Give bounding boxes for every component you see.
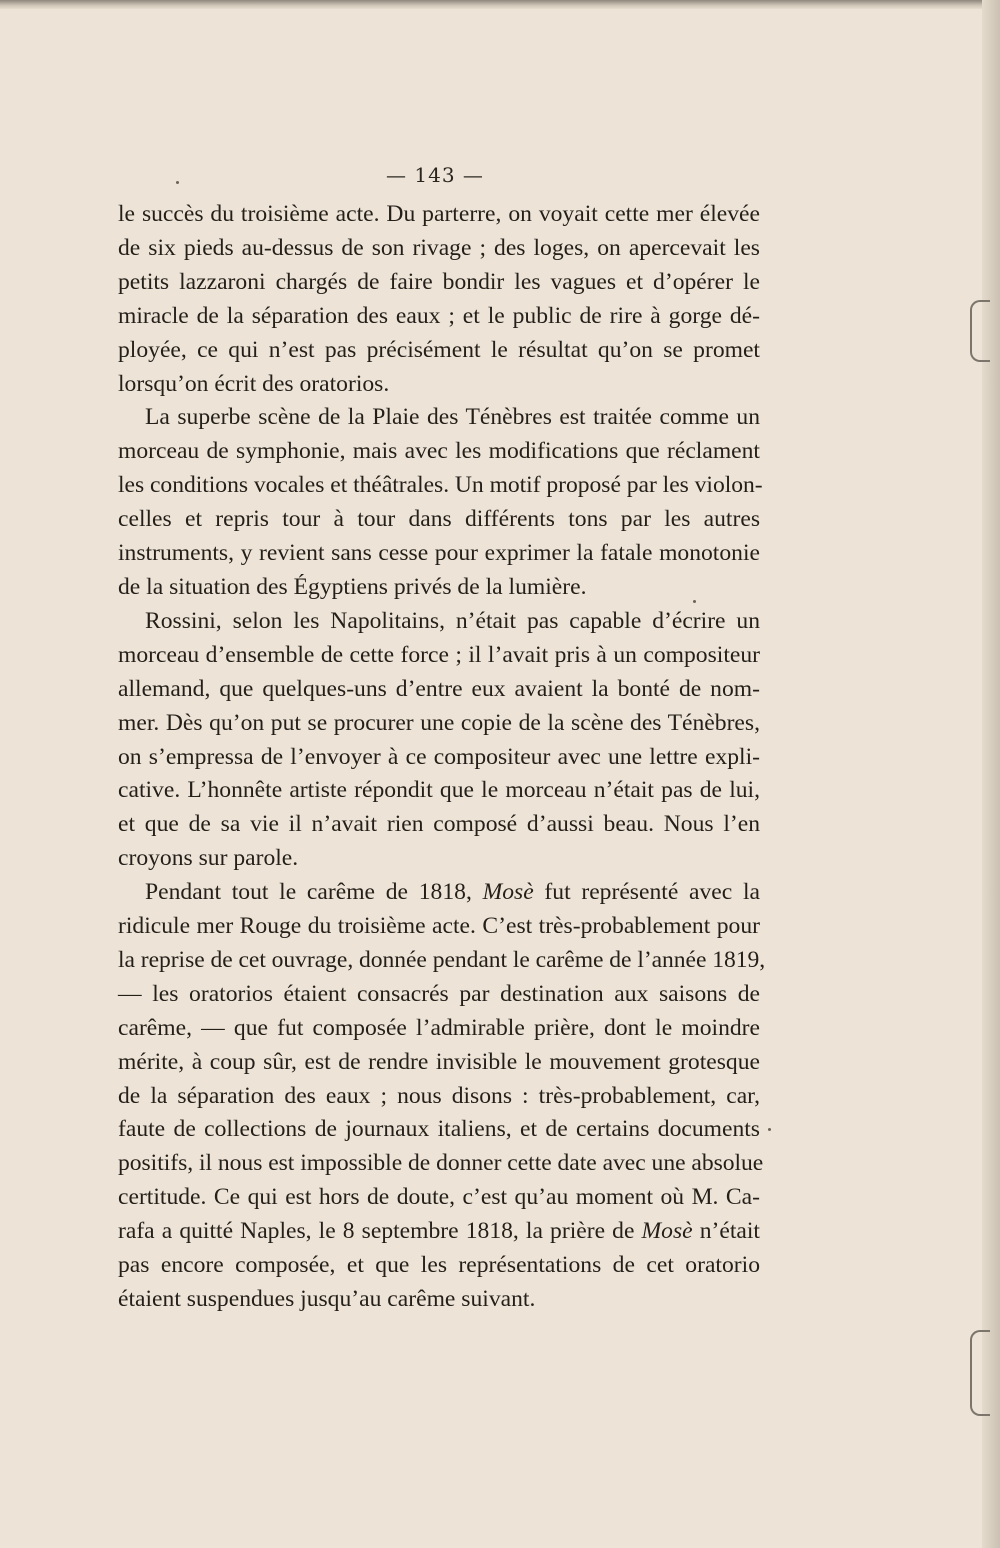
text-line: lorsqu’on écrit des oratorios. bbox=[118, 370, 390, 397]
text-line: ridicule mer Rouge du troisième acte. C’est très-probablement pour bbox=[118, 913, 760, 940]
text-line: miracle de la séparation des eaux ; et le public de rire à gorge dé- bbox=[118, 302, 760, 329]
text-line: de six pieds au-dessus de son rivage ; des loges, on apercevait les bbox=[118, 234, 760, 261]
text-line: faute de collections de journaux italiens, et de certains documents bbox=[118, 1116, 760, 1143]
text-line: petits lazzaroni chargés de faire bondir les vagues et d’opérer le bbox=[118, 268, 760, 295]
paragraph-3 bbox=[118, 605, 760, 876]
text-line: — les oratorios étaient consacrés par destination aux saisons de bbox=[118, 980, 760, 1007]
paragraph-1 bbox=[118, 198, 760, 401]
paragraph-4 bbox=[118, 876, 766, 1317]
text-line: on s’empressa de l’envoyer à ce compositeur avec une lettre expli- bbox=[118, 743, 760, 770]
page-top-edge bbox=[0, 0, 1000, 9]
text-line: rafa a quitté Naples, le 8 septembre 1818, la prière de Mosè n’était bbox=[118, 1218, 760, 1245]
text-line: Rossini, selon les Napolitains, n’était pas capable d’écrire un bbox=[145, 607, 760, 634]
text-line: allemand, que quelques-uns d’entre eux avaient la bonté de nom- bbox=[118, 675, 760, 702]
text-line: Pendant tout le carême de 1818, Mosè fut représenté avec la bbox=[145, 879, 760, 906]
text-line: étaient suspendues jusqu’au carême suivant. bbox=[118, 1286, 536, 1312]
text-line: carême, — que fut composée l’admirable prière, dont le moindre bbox=[118, 1014, 760, 1041]
text-line: pas encore composée, et que les représentations de cet oratorio bbox=[118, 1252, 760, 1279]
opera-title: Mosè bbox=[482, 879, 534, 906]
page-number: — 143 — bbox=[386, 163, 484, 187]
text-line: croyons sur parole. bbox=[118, 845, 299, 872]
page-tab-mark-lower bbox=[970, 1330, 990, 1416]
text-line: de la séparation des eaux ; nous disons : très-probablement, car, bbox=[118, 1082, 760, 1109]
text-line: La superbe scène de la Plaie des Ténèbres est traitée comme un bbox=[145, 404, 760, 431]
text-line: cative. L’honnête artiste répondit que le morceau n’était pas de lui, bbox=[118, 777, 760, 804]
text-line: celles et repris tour à tour dans différents tons par les autres bbox=[118, 506, 760, 533]
text-line: mer. Dès qu’on put se procurer une copie de la scène des Ténèbres, bbox=[118, 709, 760, 736]
page-tab-mark-upper bbox=[970, 300, 990, 362]
text-line: morceau de symphonie, mais avec les modifications que réclament bbox=[118, 438, 760, 465]
opera-title: Mosè bbox=[641, 1218, 693, 1245]
text-line: morceau d’ensemble de cette force ; il l’avait pris à un compositeur bbox=[118, 641, 760, 668]
text-line: et que de sa vie il n’avait rien composé d’aussi beau. Nous l’en bbox=[118, 811, 760, 838]
text-line: la reprise de cet ouvrage, donnée pendant le carême de l’année 1819, bbox=[118, 946, 766, 973]
ink-speck bbox=[176, 181, 179, 184]
text-line: les conditions vocales et théâtrales. Un motif proposé par les violon- bbox=[118, 472, 763, 499]
text-line: le succès du troisième acte. Du parterre, on voyait cette mer élevée bbox=[118, 201, 760, 227]
body-text bbox=[118, 198, 766, 1317]
text-line: de la situation des Égyptiens privés de la lumière. bbox=[118, 573, 587, 600]
text-line: instruments, y revient sans cesse pour exprimer la fatale monotonie bbox=[118, 540, 760, 567]
text-line: positifs, il nous est impossible de donner cette date avec une absolue bbox=[118, 1150, 764, 1177]
text-line: certitude. Ce qui est hors de doute, c’est qu’au moment où M. Ca- bbox=[118, 1184, 760, 1211]
paragraph-2 bbox=[118, 401, 763, 604]
ink-speck bbox=[768, 1128, 771, 1131]
binding-edge bbox=[982, 0, 1000, 1548]
text-line: ployée, ce qui n’est pas précisément le résultat qu’on se promet bbox=[118, 336, 760, 363]
text-line: mérite, à coup sûr, est de rendre invisible le mouvement grotesque bbox=[118, 1048, 760, 1075]
